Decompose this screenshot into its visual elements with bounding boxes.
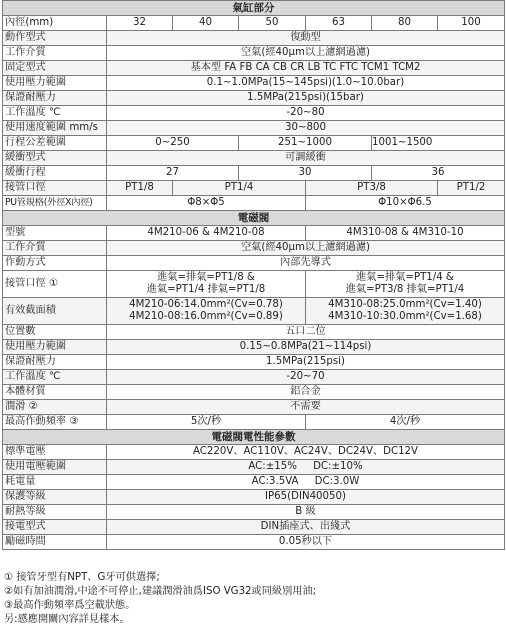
bore-cell: 100 bbox=[438, 16, 505, 31]
port-row bbox=[3, 181, 505, 196]
row-label: 固定型式 bbox=[3, 61, 107, 76]
row-value: 不需要 bbox=[107, 400, 505, 415]
spec-row bbox=[3, 520, 505, 535]
action-row bbox=[3, 256, 505, 271]
row-label: 耗電量 bbox=[3, 475, 107, 490]
row-value: 空氣(經40μm以上濾網過濾) bbox=[107, 241, 505, 256]
row-value: AC220V、AC110V、AC24V、DC24V、DC12V bbox=[107, 445, 505, 460]
row-value: 1001~1500 bbox=[372, 136, 505, 151]
bore-cell: 80 bbox=[372, 16, 438, 31]
section-title: 氣缸部分 bbox=[3, 1, 505, 16]
row-label: 本體材質 bbox=[3, 385, 107, 400]
row-value: 30 bbox=[239, 166, 372, 181]
row-value: Φ10×Φ6.5 bbox=[306, 196, 505, 211]
row-value: 內部先導式 bbox=[107, 256, 505, 271]
row-value: 0.05秒以下 bbox=[107, 535, 505, 550]
spec-row bbox=[3, 121, 505, 136]
row-label: 使用壓力範圍 bbox=[3, 340, 107, 355]
row-label: 行程公差範圍 bbox=[3, 136, 107, 151]
spec-row bbox=[3, 490, 505, 505]
spec-row bbox=[3, 385, 505, 400]
row-label: 接管口徑 bbox=[3, 181, 107, 196]
row-label: 內徑(mm) bbox=[3, 16, 107, 31]
spec-row bbox=[3, 106, 505, 121]
row-label: 保證耐壓力 bbox=[3, 91, 107, 106]
row-value: 1.5MPa(215psi) bbox=[107, 355, 505, 370]
row-value: 基本型 FA FB CA CB CR LB TC FTC TCM1 TCM2 bbox=[107, 61, 505, 76]
row-value: 空氣(經40μm以上濾網過濾) bbox=[107, 46, 505, 61]
row-label: 工作介質 bbox=[3, 241, 107, 256]
row-label: 工作溫度 ℃ bbox=[3, 370, 107, 385]
spec-row bbox=[3, 355, 505, 370]
row-label: 保證耐壓力 bbox=[3, 355, 107, 370]
row-label: 動作型式 bbox=[3, 31, 107, 46]
row-label: 緩衝行程 bbox=[3, 166, 107, 181]
row-value: PT3/8 bbox=[306, 181, 438, 196]
row-value: 36 bbox=[372, 166, 505, 181]
line: 進氣=排氣=PT1/4 & bbox=[356, 272, 454, 283]
row-value: 0~250 bbox=[107, 136, 239, 151]
spec-row bbox=[3, 505, 505, 520]
spec-row bbox=[3, 325, 505, 340]
footnotes bbox=[4, 571, 502, 627]
row-label: 使用電壓範圍 bbox=[3, 460, 107, 475]
line: 4M210-06:14.0mm²(Cv=0.78) bbox=[129, 299, 283, 310]
row-value: PT1/4 bbox=[173, 181, 306, 196]
cushion-stroke-row bbox=[3, 166, 505, 181]
spec-row bbox=[3, 340, 505, 355]
section-header-valve bbox=[3, 211, 505, 226]
row-value bbox=[107, 298, 306, 325]
spec-sheet bbox=[2, 0, 504, 550]
row-value: 鋁合金 bbox=[107, 385, 505, 400]
footnote: ③最高作動頻率爲空載狀態。 bbox=[4, 600, 136, 611]
row-label: 勵磁時間 bbox=[3, 535, 107, 550]
row-value: 4M210-06 & 4M210-08 bbox=[107, 226, 306, 241]
row-label: 有效截面積 bbox=[3, 298, 107, 325]
row-label: 接管口徑 ① bbox=[3, 271, 107, 298]
row-label: 接電型式 bbox=[3, 520, 107, 535]
row-value: AC:±15% DC:±10% bbox=[107, 460, 505, 475]
pu-tube-row bbox=[3, 196, 505, 211]
row-label: 緩衝型式 bbox=[3, 151, 107, 166]
cushion-type-row bbox=[3, 151, 505, 166]
row-value: 可調緩衝 bbox=[107, 151, 505, 166]
row-value: 30~800 bbox=[107, 121, 505, 136]
spec-row bbox=[3, 400, 505, 415]
section-title: 電磁閥電性能參數 bbox=[3, 430, 505, 445]
section-title: 電磁閥 bbox=[3, 211, 505, 226]
spec-row bbox=[3, 370, 505, 385]
row-label: 潤滑 ② bbox=[3, 400, 107, 415]
row-value bbox=[107, 271, 306, 298]
row-label: 工作溫度 ℃ bbox=[3, 106, 107, 121]
footnote: ②如有加油潤滑,中途不可停止,建議潤滑油爲ISO VG32或同級別用油; bbox=[4, 586, 317, 597]
row-value: AC:3.5VA DC:3.0W bbox=[107, 475, 505, 490]
row-label: 型號 bbox=[3, 226, 107, 241]
row-value: -20~70 bbox=[107, 370, 505, 385]
row-value: 5次/秒 bbox=[107, 415, 306, 430]
spec-row bbox=[3, 76, 505, 91]
medium-row bbox=[3, 241, 505, 256]
spec-row bbox=[3, 61, 505, 76]
row-value: -20~80 bbox=[107, 106, 505, 121]
row-value: 4M310-08 & 4M310-10 bbox=[306, 226, 505, 241]
spec-row bbox=[3, 91, 505, 106]
line: 進氣=排氣=PT1/8 & bbox=[157, 272, 255, 283]
line: 進氣=PT1/4 排氣=PT1/8 bbox=[146, 284, 266, 295]
row-label: 使用速度範圍 mm/s bbox=[3, 121, 107, 136]
row-value: Φ8×Φ5 bbox=[107, 196, 306, 211]
row-value: 1.5MPa(215psi)(15bar) bbox=[107, 91, 505, 106]
line: 進氣=PT3/8 排氣=PT1/4 bbox=[345, 284, 465, 295]
row-label: 位置數 bbox=[3, 325, 107, 340]
line: 4M210-08:16.0mm²(Cv=0.89) bbox=[129, 311, 283, 322]
spec-row bbox=[3, 460, 505, 475]
row-label: 使用壓力範圍 bbox=[3, 76, 107, 91]
section-header-electrical bbox=[3, 430, 505, 445]
row-value: 五口二位 bbox=[107, 325, 505, 340]
model-row bbox=[3, 226, 505, 241]
row-label: 標準電壓 bbox=[3, 445, 107, 460]
bore-cell: 50 bbox=[239, 16, 306, 31]
valve-port-row bbox=[3, 271, 505, 298]
row-value: IP65(DIN40050) bbox=[107, 490, 505, 505]
row-value: B 級 bbox=[107, 505, 505, 520]
row-value: 復動型 bbox=[107, 31, 505, 46]
row-value: 0.1~1.0MPa(15~145psi)(1.0~10.0bar) bbox=[107, 76, 505, 91]
spec-row bbox=[3, 46, 505, 61]
line: 4M310-10:30.0mm²(Cv=1.68) bbox=[328, 311, 482, 322]
row-label: 耐熱等級 bbox=[3, 505, 107, 520]
spec-row bbox=[3, 445, 505, 460]
spec-row bbox=[3, 31, 505, 46]
bore-cell: 32 bbox=[107, 16, 173, 31]
row-label: 作動方式 bbox=[3, 256, 107, 271]
row-value: 251~1000 bbox=[239, 136, 372, 151]
row-value: DIN插座式、出綫式 bbox=[107, 520, 505, 535]
row-value bbox=[306, 271, 505, 298]
row-value bbox=[306, 298, 505, 325]
spec-row bbox=[3, 535, 505, 550]
stroke-tolerance-row bbox=[3, 136, 505, 151]
row-value: PT1/2 bbox=[438, 181, 505, 196]
section-header-cylinder bbox=[3, 1, 505, 16]
row-label: 工作介質 bbox=[3, 46, 107, 61]
bore-cell: 63 bbox=[306, 16, 372, 31]
line: 4M310-08:25.0mm²(Cv=1.40) bbox=[328, 299, 482, 310]
row-label: 最高作動頻率 ③ bbox=[3, 415, 107, 430]
row-value: 27 bbox=[107, 166, 239, 181]
bore-cell: 40 bbox=[173, 16, 239, 31]
footnote: ① 接管牙型有NPT、G牙可供選擇; bbox=[4, 572, 160, 583]
row-value: PT1/8 bbox=[107, 181, 173, 196]
area-row bbox=[3, 298, 505, 325]
row-label: 保護等級 bbox=[3, 490, 107, 505]
footnote: 另:感應開關內容詳見樣本。 bbox=[4, 614, 130, 625]
row-value: 4次/秒 bbox=[306, 415, 505, 430]
spec-row bbox=[3, 475, 505, 490]
bore-row bbox=[3, 16, 505, 31]
row-label: PU管規格(外徑X內徑) bbox=[3, 196, 107, 211]
row-value: 0.15~0.8MPa(21~114psi) bbox=[107, 340, 505, 355]
spec-table bbox=[2, 0, 505, 550]
frequency-row bbox=[3, 415, 505, 430]
